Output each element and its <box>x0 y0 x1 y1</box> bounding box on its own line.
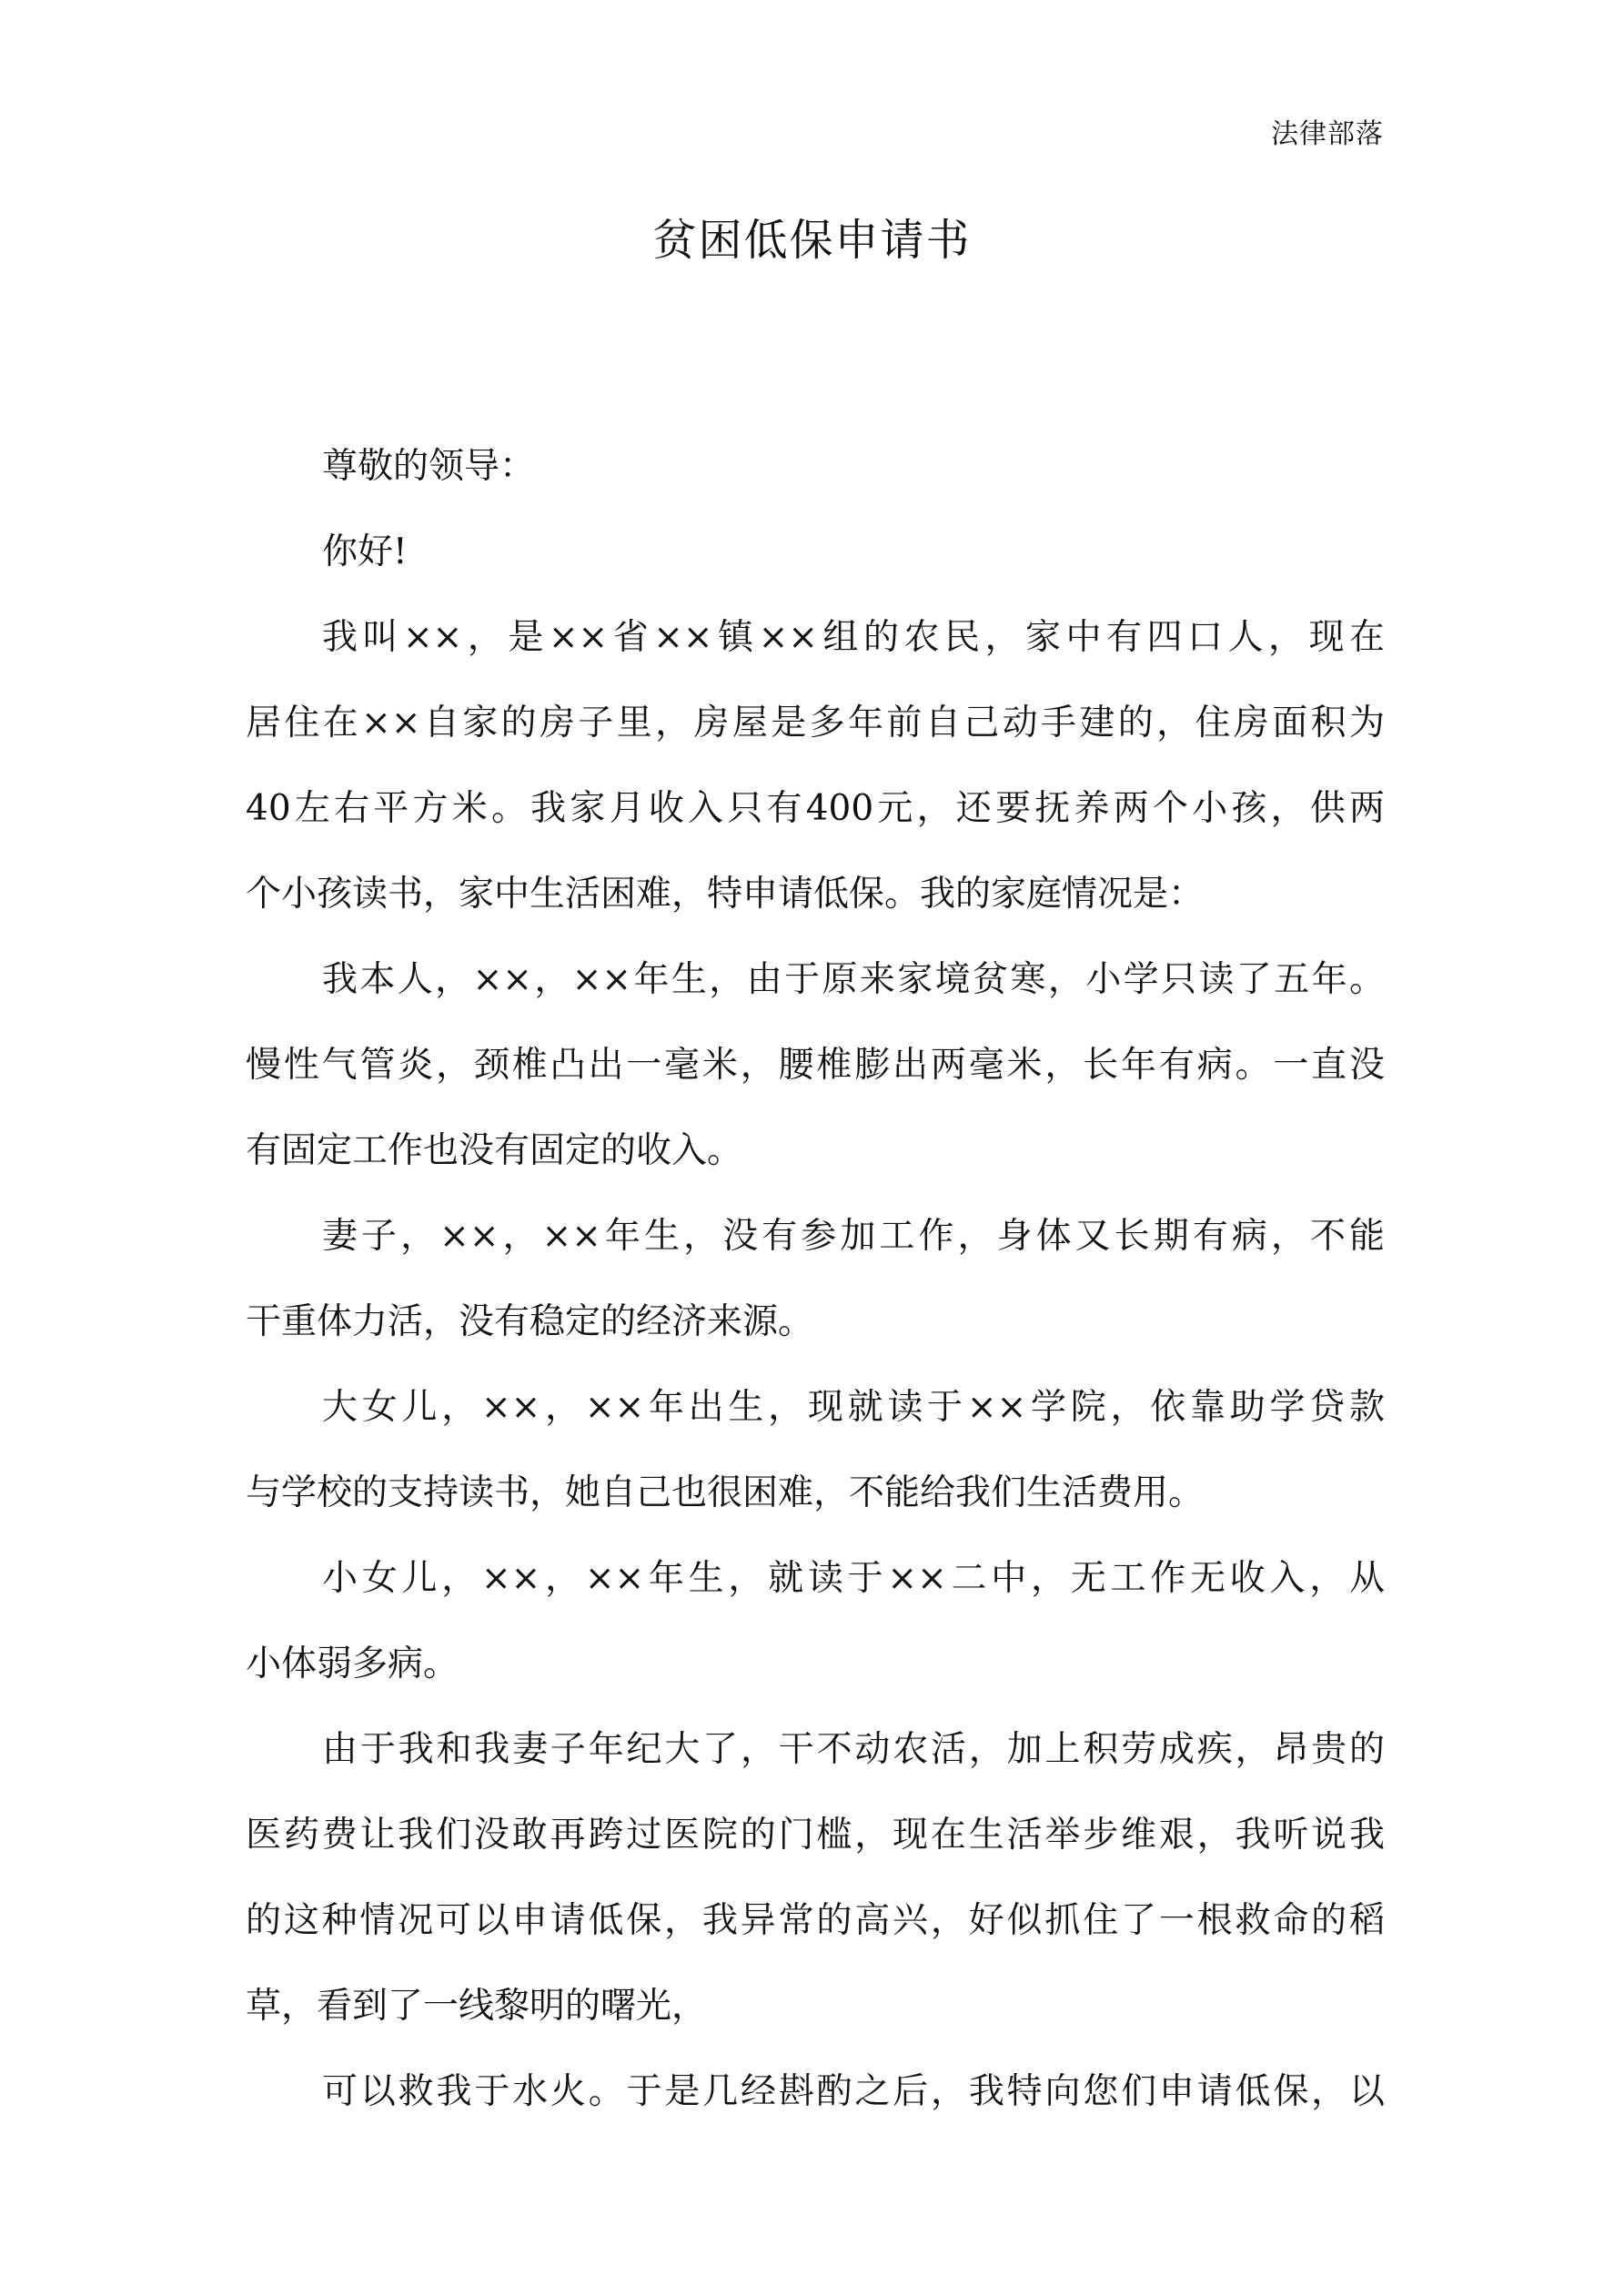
body-line: 干重体力活，没有稳定的经济来源。 <box>246 1301 814 1342</box>
body-line: 可以救我于水火。于是几经斟酌之后，我特向您们申请低保，以 <box>322 2071 1385 2112</box>
body-line: 小女儿，××，××年生，就读于××二中，无工作无收入，从 <box>322 1558 1385 1599</box>
body-line: 与学校的支持读书，她自己也很困难，不能给我们生活费用。 <box>246 1472 1205 1513</box>
body-line: 我叫××，是××省××镇××组的农民，家中有四口人，现在 <box>322 617 1385 658</box>
body-line: 医药费让我们没敢再跨过医院的门槛，现在生活举步维艰，我听说我 <box>246 1815 1385 1856</box>
letter-body <box>246 424 1385 2135</box>
body-line: 的这种情况可以申请低保，我异常的高兴，好似抓住了一根救命的稻 <box>246 1900 1385 1941</box>
body-line: 40左右平方米。我家月收入只有400元，还要抚养两个小孩，供两 <box>246 788 1385 829</box>
body-line: 居住在××自家的房子里，房屋是多年前自己动手建的，住房面积为 <box>246 703 1385 743</box>
page-title: 贫困低保申请书 <box>652 215 972 266</box>
body-line: 你好! <box>322 531 408 572</box>
body-line: 妻子，××，××年生，没有参加工作，身体又长期有病，不能 <box>322 1216 1385 1257</box>
header-watermark-text: 法律部落 <box>1271 118 1384 150</box>
body-line: 慢性气管炎，颈椎凸出一毫米，腰椎膨出两毫米，长年有病。一直没 <box>246 1045 1385 1086</box>
body-line: 小体弱多病。 <box>246 1644 459 1684</box>
body-line: 尊敬的领导： <box>322 446 536 487</box>
body-line: 由于我和我妻子年纪大了，干不动农活，加上积劳成疾，昂贵的 <box>322 1729 1385 1770</box>
body-line: 有固定工作也没有固定的收入。 <box>246 1130 743 1171</box>
body-line: 我本人，××，××年生，由于原来家境贫寒，小学只读了五年。 <box>322 959 1385 1000</box>
body-line: 草，看到了一线黎明的曙光， <box>246 1986 708 2027</box>
body-line: 大女儿，××，××年出生，现就读于××学院，依靠助学贷款 <box>322 1387 1385 1428</box>
body-line: 个小孩读书，家中生活困难，特申请低保。我的家庭情况是： <box>246 874 1205 915</box>
